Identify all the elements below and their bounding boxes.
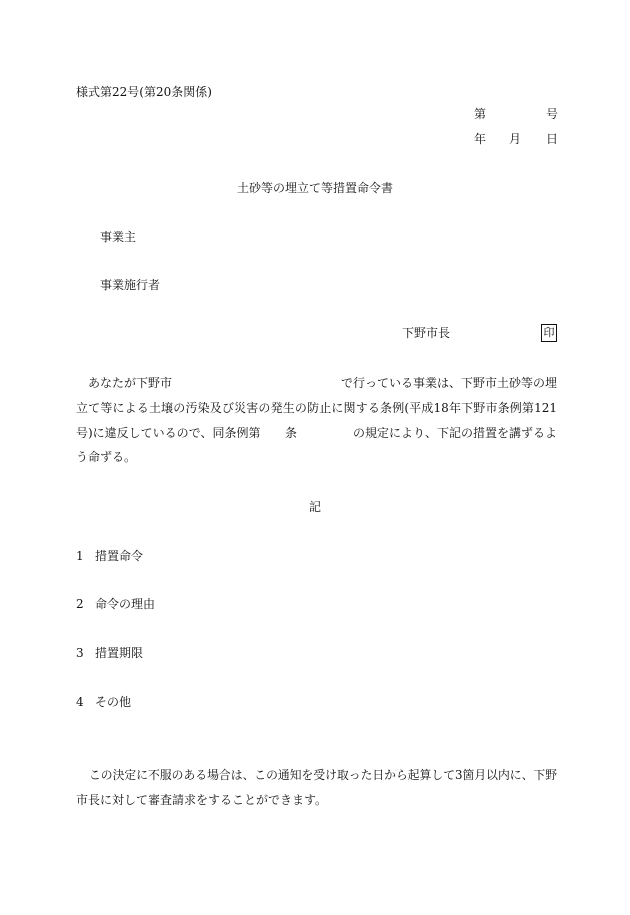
doc-number-suffix: 号 (546, 107, 559, 121)
item-label: 措置命令 (95, 549, 144, 563)
appeal-line1: この決定に不服のある場合は、この通知を受け取った日から起算して3箇月以内に、下野 (89, 768, 557, 782)
item-label: 措置期限 (95, 646, 144, 660)
order-line3-end: の規定により、下記の措置を講ずるよ (352, 426, 557, 440)
record-heading: 記 (308, 500, 321, 514)
appeal-line2: 市長に対して審査請求をすることができます。 (76, 793, 328, 807)
form-label: 様式第22号(第20条関係) (76, 85, 212, 99)
item-number: 4 (76, 695, 84, 709)
date-month: 月 (509, 132, 522, 146)
business-owner-label: 事業主 (100, 230, 137, 244)
issuer-name: 下野市長 (402, 326, 451, 340)
order-line2: 立て等による土壌の汚染及び災害の発生の防止に関する条例(平成18年下野市条例第121 (76, 401, 557, 415)
item-number: 1 (76, 549, 84, 563)
order-line4: う命ずる。 (76, 450, 137, 464)
order-line1-start: あなたが下野市 (88, 376, 173, 390)
seal-mark: 印 (541, 324, 557, 342)
item-number: 3 (76, 646, 84, 660)
contractor-label: 事業施行者 (100, 278, 161, 292)
document-title: 土砂等の埋立て等措置命令書 (236, 181, 393, 195)
item-label: その他 (95, 695, 132, 709)
order-line3-start: 号)に違反しているので、同条例第 (76, 426, 261, 440)
date-year: 年 (474, 132, 487, 146)
item-label: 命令の理由 (95, 597, 156, 611)
doc-number-prefix: 第 (474, 107, 487, 121)
date-day: 日 (546, 132, 559, 146)
item-number: 2 (76, 597, 84, 611)
order-line3-article: 条 (285, 426, 298, 440)
order-line1-end: で行っている事業は、下野市土砂等の埋 (340, 376, 557, 390)
